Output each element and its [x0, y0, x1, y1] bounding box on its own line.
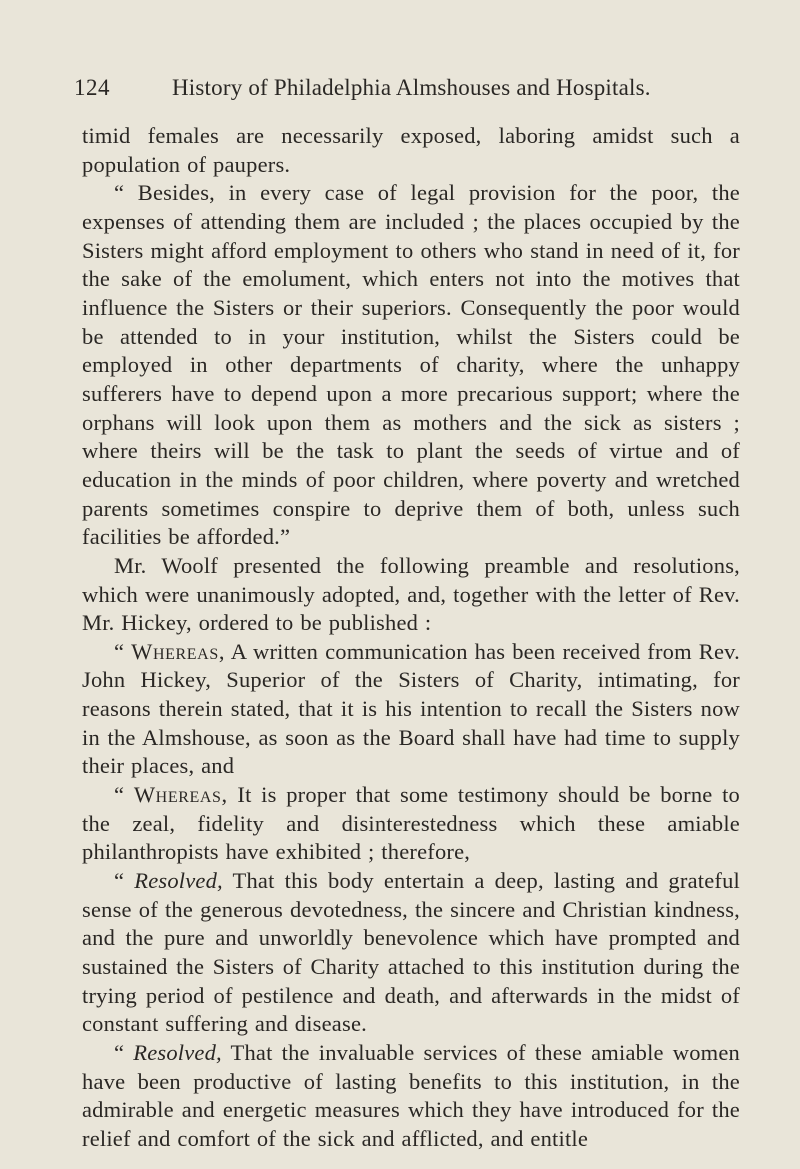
- paragraph-quote-besides: [82, 179, 740, 552]
- running-head: History of Philadelphia Almshouses and Hospitals.: [172, 75, 651, 100]
- paragraph-whereas-2: [82, 781, 740, 867]
- quote-mark: “: [114, 1040, 134, 1065]
- quote-mark: “: [114, 638, 132, 664]
- paragraph-continuation: [82, 122, 740, 179]
- paragraph-resolved-2: [82, 1039, 740, 1154]
- quote-mark: “: [114, 782, 134, 808]
- paragraph-whereas-1: [82, 638, 740, 781]
- resolved-label: Resolved,: [133, 1040, 222, 1065]
- paragraph-text: timid females are necessarily exposed, laboring amidst such a population of paupers.: [82, 123, 740, 177]
- paragraph-text: It is proper that some testimony should be borne to the zeal, fidelity and disinterestedness which these amiable philanthropists have exhibited ; therefore,: [82, 782, 741, 865]
- whereas-label: Whereas,: [133, 782, 228, 808]
- paragraph-resolved-1: [82, 867, 740, 1039]
- paragraph-text: Mr. Woolf presented the following preamble and resolutions, which were unanimously adopted, and, together with the letter of Rev. Mr. Hickey, ordered to be published :: [82, 552, 740, 636]
- paragraph-text: A written communication has been received from Rev. John Hickey, Superior of the Sisters of Charity, intimating, for reasons therein stated, that it is his intention to recall the Sisters now in the Almshouse, as soon as the Board shall have had time to supply their places, and: [82, 638, 740, 779]
- resolved-label: Resolved,: [134, 868, 223, 894]
- body-text: [82, 122, 740, 1154]
- paragraph-text: That this body entertain a deep, lasting and grateful sense of the generous devotedness, the sincere and Christian kindness, and the pure and unworldly benevolence which have prompted and sustained the Sisters of Charity attached to this institution during the trying period of pestilence and death, and afterwards in the midst of constant suffering and disease.: [82, 868, 740, 1037]
- page-header: [74, 74, 740, 108]
- page-number: 124: [74, 75, 110, 100]
- whereas-label: Whereas,: [131, 638, 226, 664]
- paragraph-text: That the invaluable services of these amiable women have been productive of lasting benefits to this institution, in the admirable and energetic measures which they have introduced for the relief and comfort of the sick and afflicted, and entitle: [82, 1040, 740, 1151]
- paragraph-text: “ Besides, in every case of legal provision for the poor, the expenses of attending them are included ; the places occupied by the Sisters might afford employment to others who stand in need of it, for the sake of the emolument, which enters not into the motives that influence the Sisters or their superiors. Consequently the poor would be attended to in your institution, whilst the Sisters could be employed in other departments of charity, where the unhappy sufferers have to depend upon a more precarious support; where the orphans will look upon them as mothers and the sick as sisters ; where theirs will be the task to plant the seeds of virtue and of education in the minds of poor children, where poverty and wretched parents sometimes conspire to deprive them of both, unless such facilities be afforded.”: [82, 180, 740, 550]
- paragraph-mr-woolf: [82, 552, 740, 638]
- quote-mark: “: [114, 868, 135, 894]
